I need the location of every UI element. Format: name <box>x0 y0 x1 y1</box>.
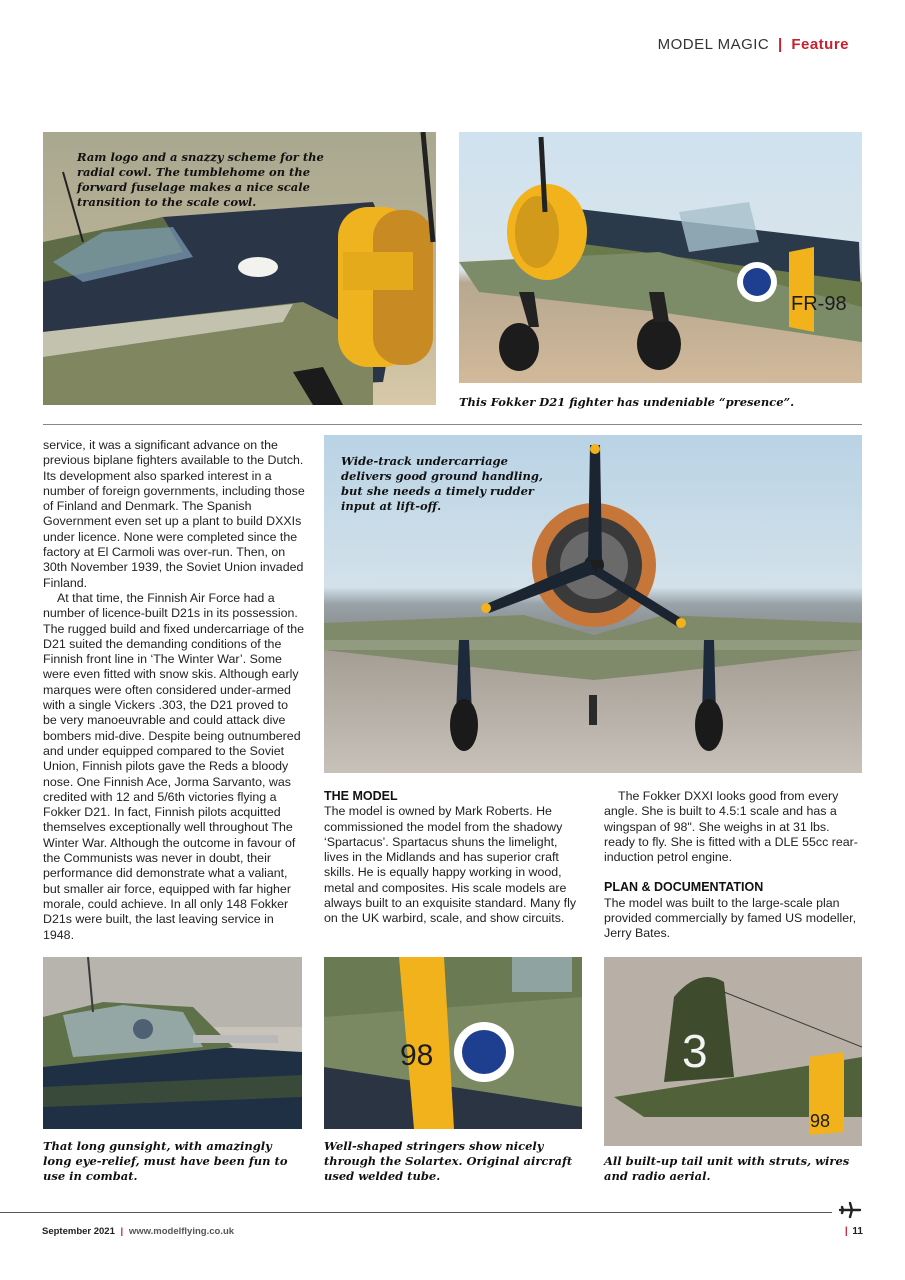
fuselage-code-marking: FR-98 <box>791 293 847 315</box>
caption-tail: All built-up tail unit with struts, wires and radio aerial. <box>604 1154 850 1183</box>
paragraph: The model was built to the large-scale plan provided commercially by famed US modeller, Jerry Bates. <box>604 895 857 941</box>
caption-gunsight: That long gunsight, with amazingly long eye-relief, must have been fun to use in combat. <box>43 1139 288 1183</box>
column-1-text <box>43 438 305 943</box>
caption-cowl: Ram logo and a snazzy scheme for the radial cowl. The tumblehome on the forward fuselage makes a nice scale transition to the scale cowl. <box>77 150 324 209</box>
footer-rule <box>0 1212 832 1213</box>
fuselage-number-marking: 98 <box>400 1039 434 1072</box>
footer-url: www.modelflying.co.uk <box>128 1226 235 1237</box>
the-model-heading: THE MODEL <box>324 789 398 803</box>
header-label: Feature <box>791 36 849 53</box>
paragraph: At that time, the Finnish Air Force had a number of licence-built D21s in its possession. The rugged build and fixed undercarriage of the D21 suited the demanding conditions of the Finnish front line in ‘The Winter War’. Some were even fitted with snow skis. Although early marques were often considered under-armed with a single Vickers .303, the D21 proved to be very manoeuvrable and could attack dive bombers mid-dive. Despite being outnumbered and under equipped compared to the Soviet Union, Finnish pilots gave the Reds a bloody nose. One Finnish Ace, Jorma Sarvanto, was credited with 12 and 5/6th victories flying a Fokker D21. In fact, Finnish pilots acquitted themselves exceptionally well throughout The Winter War. Although the outcome in favour of the Communists was never in doubt, their performance did demonstrate what a valiant, but smaller air force, equipped with far higher morale, could achieve. In all only 148 Fokker D21s were built, the last leaving service in 1948. <box>43 590 305 942</box>
plane-icon <box>838 1200 862 1220</box>
footer-separator: | <box>120 1226 124 1237</box>
header-separator: | <box>777 36 783 53</box>
tail-fuselage-number-marking: 98 <box>810 1111 831 1131</box>
photo-cowl-closeup <box>43 132 436 405</box>
column-2-text <box>324 789 579 927</box>
caption-undercarriage: Wide-track undercarriage delivers good ground handling, but she needs a timely rudder input at lift-off. <box>341 454 543 513</box>
column-3-text <box>604 789 862 942</box>
paragraph: The Fokker DXXI looks good from every angle. She is built to 4.5:1 scale and has a wingspan of 98". She weighs in at 31 lbs. ready to fly. She is fitted with a DLE 55cc rear-induction petrol engine. <box>604 789 858 865</box>
plan-heading: PLAN & DOCUMENTATION <box>604 880 764 895</box>
header-section: MODEL MAGIC <box>657 36 770 53</box>
paragraph: service, it was a significant advance on the previous biplane fighters available to the Dutch. Its development also sparked interest in a number of foreign governments, including those of Finland and Denmark. The Spanish Government even set up a plant to build DXXIs under licence. None were completed since the factory at El Carmoli was over-run. Then, on 30th November 1939, the Soviet Union invaded Finland. <box>43 438 305 590</box>
footer-issue <box>42 1226 234 1237</box>
caption-presence: This Fokker D21 fighter has undeniable “presence”. <box>459 395 795 409</box>
page-number <box>845 1226 863 1237</box>
page-number-value: 11 <box>852 1226 863 1237</box>
photo-cockpit-gunsight <box>43 957 302 1129</box>
footer-date: September 2021 <box>42 1226 115 1237</box>
paragraph: The model is owned by Mark Roberts. He commissioned the model from the shadowy ‘Spartacus’. Spartacus shuns the limelight, lives in the Midlands and has superior craft skills. He is equally happy working in wood, metal and composites. His scale models are always built to an exquisite standard. Many fly on the UK warbird, scale, and show circuits. <box>324 804 577 926</box>
photo-front-view <box>324 435 862 773</box>
photo-side-view <box>459 132 862 383</box>
running-header <box>658 36 849 53</box>
caption-stringers: Well-shaped stringers show nicely through the Solartex. Original aircraft used welded tube. <box>324 1139 573 1183</box>
photo-tail-unit <box>604 957 862 1146</box>
page-number-separator: | <box>844 1226 848 1237</box>
photo-fuselage-roundel <box>324 957 582 1129</box>
tail-number-marking: 3 <box>682 1025 708 1077</box>
section-divider <box>43 424 862 425</box>
